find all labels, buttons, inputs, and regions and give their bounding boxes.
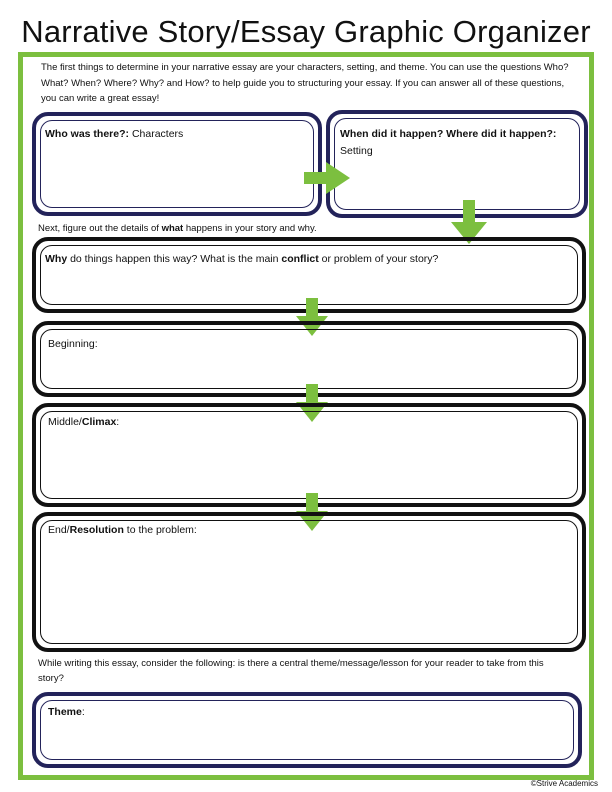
details-note-after: happens in your story and why. (183, 223, 317, 234)
end-label (48, 522, 197, 539)
details-note-before: Next, figure out the details of (38, 223, 162, 234)
middle-field[interactable] (40, 411, 578, 499)
details-note-bold: what (161, 223, 184, 234)
conflict-bold-why: Why (45, 253, 68, 265)
end-bold: Resolution (69, 524, 124, 536)
setting-hint: Setting (340, 145, 373, 157)
characters-prompt: Who was there?: (45, 128, 130, 140)
copyright-credit: ©Strive Academics (530, 779, 598, 788)
end-after: to the problem: (123, 524, 197, 536)
middle-bold: Climax (81, 416, 117, 428)
conflict-label (45, 251, 438, 268)
middle-label (48, 414, 119, 431)
conflict-bold-conflict: conflict (281, 253, 319, 265)
intro-text: The first things to determine in your narrative essay are your characters, setting, and theme. You can use the questions Who? What? When? Where? Why? and How? to help guide you to structuring your essay. If you can answer all of these questions, you can write a great essay! (41, 62, 569, 104)
middle-text: Middle/ (48, 416, 82, 428)
theme-label-bold: Theme (48, 706, 82, 718)
theme-note: While writing this essay, consider the following: is there a central theme/message/lesson for your reader to take from this story? (38, 658, 544, 684)
characters-hint: Characters (131, 128, 184, 140)
page-title: Narrative Story/Essay Graphic Organizer (21, 14, 591, 49)
details-note (38, 221, 317, 236)
right-arrow-icon (302, 160, 352, 196)
conflict-text-2: or problem of your story? (318, 253, 439, 265)
conflict-text-1: do things happen this way? What is the main (67, 253, 282, 265)
middle-after: : (116, 416, 120, 428)
setting-prompt: When did it happen? Where did it happen?: (340, 128, 557, 140)
theme-field[interactable] (40, 700, 574, 760)
beginning-label: Beginning: (48, 338, 98, 350)
beginning-field[interactable] (40, 329, 578, 389)
characters-label (45, 126, 183, 143)
end-text: End/ (48, 524, 70, 536)
theme-label (48, 704, 85, 721)
theme-label-after: : (81, 706, 85, 718)
